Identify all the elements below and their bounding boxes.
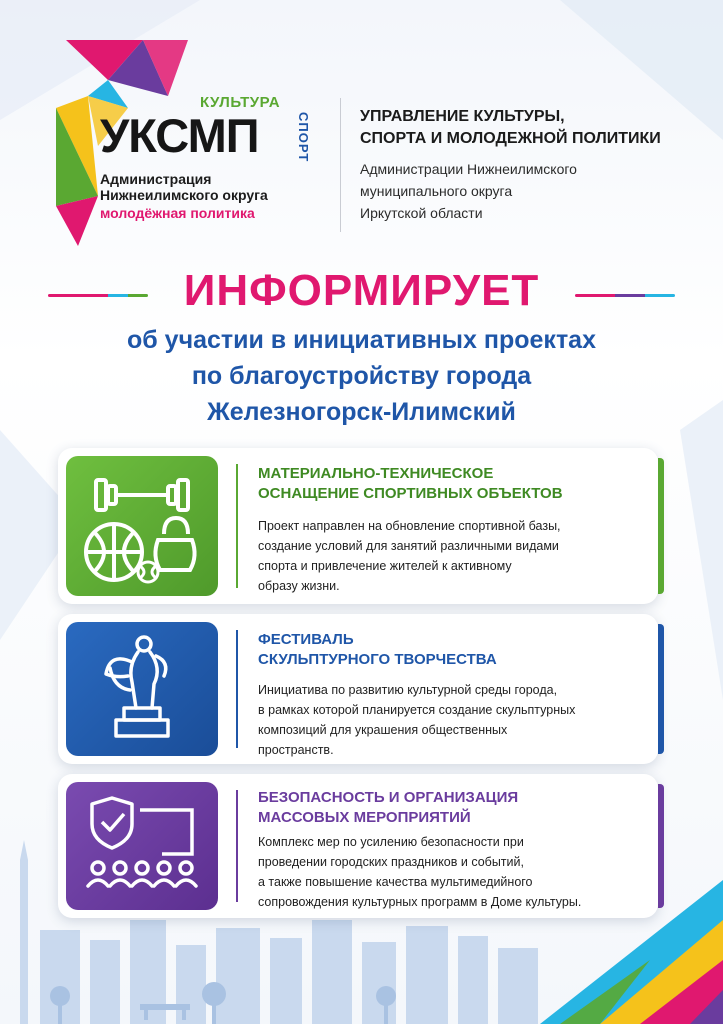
- logo-youth-label: молодёжная политика: [100, 205, 255, 221]
- subheadline-line3: Железногорск-Илимский: [207, 398, 516, 426]
- header-divider: [340, 98, 341, 232]
- card-title-line1: ФЕСТИВАЛЬ: [258, 631, 354, 648]
- card-title-line1: МАТЕРИАЛЬНО-ТЕХНИЧЕСКОЕ: [258, 465, 494, 482]
- projector-screen-icon: [140, 810, 192, 854]
- card-text-line4: сопровождения культурных программ в Доме культуры.: [258, 895, 582, 909]
- card-title: [258, 788, 518, 828]
- logo-name: УКСМП: [100, 109, 259, 162]
- project-card-safety: [58, 774, 658, 918]
- organization-sub-line1: Администрации Нижнеилимского: [360, 161, 577, 177]
- card-text-line2: в рамках которой планируется создание скульптурных: [258, 703, 576, 717]
- subheadline-line1: об участии в инициативных проектах: [127, 326, 596, 354]
- audience-icon: [88, 862, 196, 886]
- card-text-line2: проведении городских праздников и событий,: [258, 855, 524, 869]
- sports-icon-box: [66, 456, 218, 596]
- logo-sport-label: СПОРТ: [296, 112, 311, 163]
- card-accent: [658, 624, 664, 754]
- card-text-line4: пространств.: [258, 743, 334, 757]
- card-separator: [236, 464, 238, 588]
- organization-title-line1: УПРАВЛЕНИЕ КУЛЬТУРЫ,: [360, 108, 565, 125]
- logo-admin-line2: Нижнеилимского округа: [100, 187, 268, 203]
- card-separator: [236, 790, 238, 902]
- card-text-line1: Проект направлен на обновление спортивной базы,: [258, 519, 561, 533]
- card-title-line2: ОСНАЩЕНИЕ СПОРТИВНЫХ ОБЪЕКТОВ: [258, 485, 563, 502]
- card-text-line3: а также повышение качества мультимедийного: [258, 875, 533, 889]
- logo-culture-label: КУЛЬТУРА: [200, 94, 281, 111]
- card-title-line1: БЕЗОПАСНОСТЬ И ОРГАНИЗАЦИЯ: [258, 789, 519, 806]
- project-card-sculpture: [58, 614, 658, 764]
- organization-sub-line3: Иркутской области: [360, 205, 483, 221]
- project-card-sports: [58, 448, 658, 604]
- card-title-line2: МАССОВЫХ МЕРОПРИЯТИЙ: [258, 809, 471, 826]
- card-description: [258, 680, 638, 760]
- card-text-line4: образу жизни.: [258, 579, 340, 593]
- safety-icon-box: [66, 782, 218, 910]
- organization-title-line2: СПОРТА И МОЛОДЕЖНОЙ ПОЛИТИКИ: [360, 130, 661, 147]
- card-text-line2: создание условий для занятий различными видами: [258, 539, 559, 553]
- sculpture-icon: [66, 622, 218, 756]
- card-text-line1: Инициатива по развитию культурной среды города,: [258, 683, 558, 697]
- kettlebell-icon: [155, 518, 194, 570]
- shield-check-icon: [92, 798, 132, 848]
- card-text-line1: Комплекс мер по усилению безопасности при: [258, 835, 524, 849]
- safety-icons: [66, 782, 218, 910]
- tennis-ball-icon: [138, 562, 158, 582]
- organization-sub-line2: муниципального округа: [360, 183, 513, 199]
- card-accent: [658, 784, 664, 908]
- card-title: [258, 464, 563, 504]
- dumbbell-icon: [96, 480, 188, 510]
- organization-subtitle: [360, 158, 700, 224]
- card-title: [258, 630, 497, 670]
- card-text-line3: композиций для украшения общественных: [258, 723, 508, 737]
- card-accent: [658, 458, 664, 594]
- card-separator: [236, 630, 238, 748]
- logo-admin-line1: Администрация: [100, 171, 212, 187]
- card-title-line2: СКУЛЬПТУРНОГО ТВОРЧЕСТВА: [258, 651, 497, 668]
- basketball-icon: [86, 524, 142, 580]
- headline: ИНФОРМИРУЕТ: [183, 266, 540, 315]
- sculpture-icon-box: [66, 622, 218, 756]
- card-description: [258, 832, 638, 912]
- subheadline-line2: по благоустройству города: [191, 362, 532, 390]
- organization-title: [360, 106, 700, 150]
- card-description: [258, 516, 638, 596]
- sports-equipment-icons: [66, 456, 218, 596]
- card-text-line3: спорта и привлечение жителей к активному: [258, 559, 512, 573]
